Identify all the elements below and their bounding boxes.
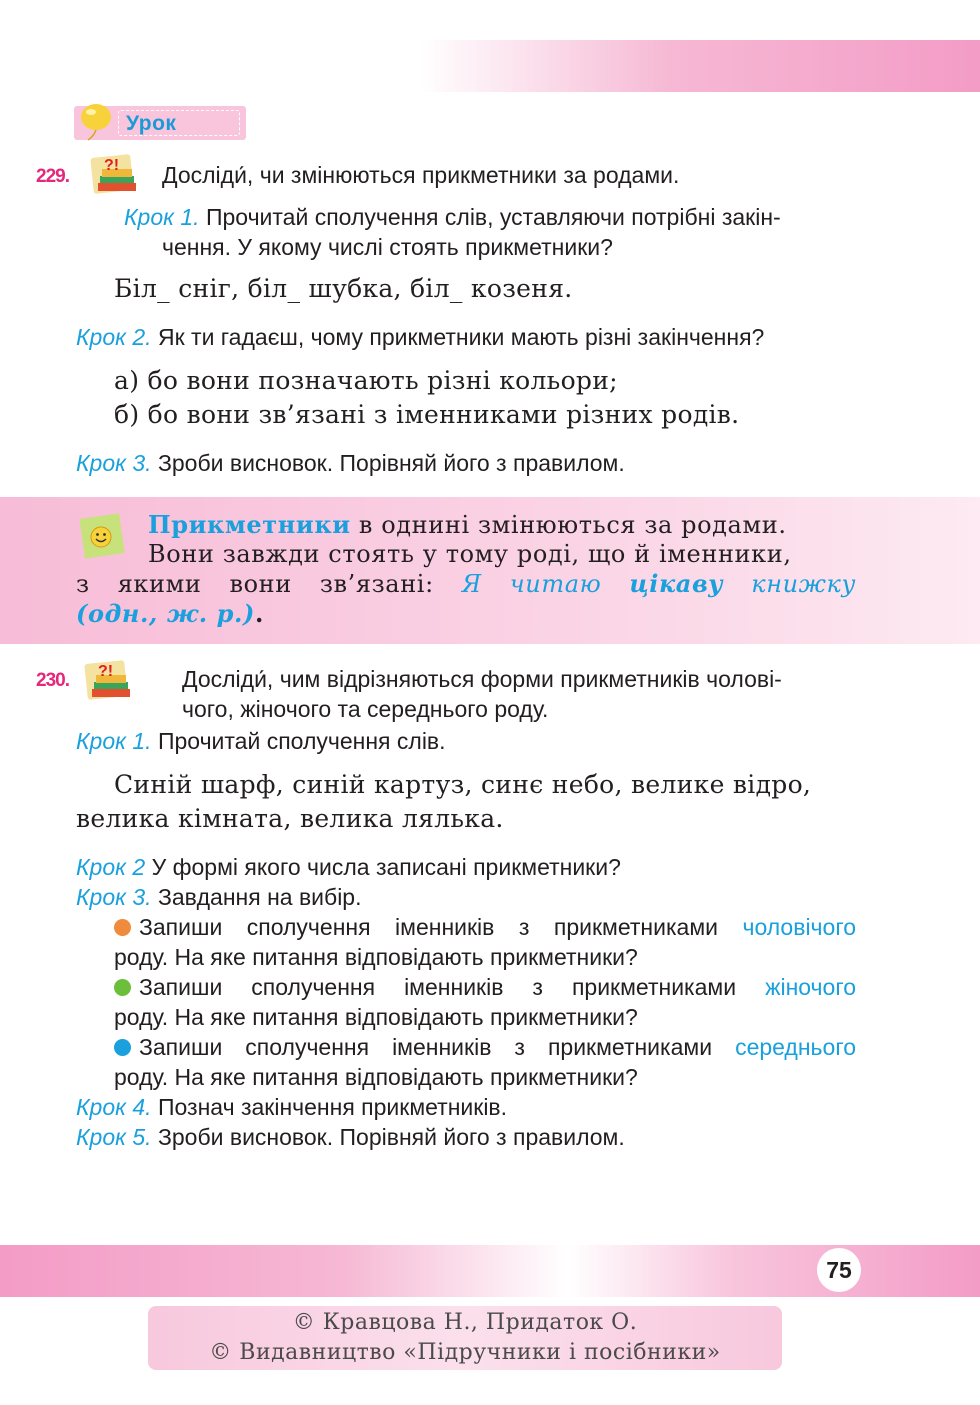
- step-text: Прочитай сполучення слів, уставляючи потрібні закін-: [205, 204, 781, 230]
- blue-dot-icon: [114, 1039, 131, 1056]
- step-label: Крок 5.: [76, 1124, 152, 1150]
- rule-example-a: Я читаю: [461, 570, 602, 598]
- lesson-label: Урок: [126, 112, 177, 135]
- exercise-number-230: 230.: [36, 670, 69, 691]
- step-text: У формі якого числа записані прикметники?: [151, 854, 621, 880]
- rule-example-note: (одн., ж. р.): [76, 599, 255, 628]
- rule-text: [76, 510, 856, 629]
- ex230-step3: [76, 882, 362, 912]
- ex229-option-a: а) бо вони позначають різні кольори;: [114, 366, 618, 395]
- gender-word: середнього: [735, 1034, 857, 1060]
- step-label: Крок 1.: [124, 204, 200, 230]
- orange-dot-icon: [114, 919, 131, 936]
- copyright-box: [148, 1306, 782, 1370]
- ex230-step4: [76, 1092, 507, 1122]
- step-label: Крок 1.: [76, 728, 152, 754]
- step-text: Познач закінчення прикметників.: [157, 1094, 508, 1120]
- step-label: Крок 2.: [76, 324, 152, 350]
- rule-line1: в однині змінюються за родами.: [358, 511, 787, 539]
- books-question-icon: [82, 658, 138, 704]
- ex230-task-line1: Досліди́, чим відрізняються форми прикметників чолові-: [182, 666, 782, 692]
- green-dot-icon: [114, 979, 131, 996]
- ex229-step2: [76, 322, 764, 352]
- svg-text:?!: ?!: [104, 157, 120, 174]
- rule-end: .: [254, 599, 264, 628]
- rule-example-b: цікаву: [629, 569, 724, 598]
- choice-item-line2: роду. На яке питання відповідають прикметники?: [114, 1004, 638, 1030]
- ex230-step1: [76, 726, 446, 756]
- choice-item-line2: роду. На яке питання відповідають прикметники?: [114, 1064, 638, 1090]
- ex229-step1: [124, 202, 864, 232]
- step-label: Крок 3.: [76, 884, 152, 910]
- step-text: Зроби висновок. Порівняй його з правилом.: [157, 450, 625, 476]
- rule-term: Прикметники: [148, 510, 351, 539]
- step-label: Крок 3.: [76, 450, 152, 476]
- choice-item: Запиши сполучення іменників з прикметниками середнього: [114, 1032, 856, 1062]
- rule-line3: з якими вони зв’язані:: [76, 570, 434, 598]
- svg-text:?!: ?!: [98, 663, 114, 680]
- page-number: 75: [817, 1248, 861, 1292]
- rule-example-c: книжку: [751, 570, 856, 598]
- balloon-icon: [76, 98, 120, 142]
- ex229-step1-line2: чення. У якому числі стоять прикметники?: [162, 234, 613, 260]
- step-text: Зроби висновок. Порівняй його з правилом.: [157, 1124, 625, 1150]
- step-label: Крок 2: [76, 854, 146, 880]
- exercise-number-229: 229.: [36, 166, 69, 187]
- ex230-step2: [76, 852, 621, 882]
- ex230-task-line2: чого, жіночого та середнього роду.: [182, 696, 549, 722]
- step-text: Завдання на вибір.: [157, 884, 362, 910]
- copyright-line2: © Видавництво «Підручники і посібники»: [209, 1340, 721, 1365]
- step-text: Як ти гадаєш, чому прикметники мають різні закінчення?: [157, 324, 765, 350]
- header-band: [420, 40, 980, 92]
- ex229-task: Досліди́, чи змінюються прикметники за родами.: [162, 162, 680, 188]
- gender-word: жіночого: [765, 974, 857, 1000]
- books-question-icon: [88, 152, 144, 198]
- ex230-phrase-line1: Синій шарф, синій картуз, синє небо, велике відро,: [114, 770, 812, 799]
- step-text: Прочитай сполучення слів.: [157, 728, 446, 754]
- ex230-step5: [76, 1122, 625, 1152]
- choice-item: Запиши сполучення іменників з прикметниками жіночого: [114, 972, 856, 1002]
- choice-item-line2: роду. На яке питання відповідають прикметники?: [114, 944, 638, 970]
- ex230-phrase-line2: велика кімната, велика лялька.: [76, 804, 504, 833]
- step-label: Крок 4.: [76, 1094, 152, 1120]
- gender-word: чоловічого: [742, 914, 857, 940]
- copyright-line1: © Кравцова Н., Придаток О.: [292, 1310, 638, 1335]
- rule-line2: Вони завжди стоять у тому роді, що й іменники,: [148, 540, 792, 568]
- ex229-phrase: Біл_ сніг, біл_ шубка, біл_ козеня.: [114, 274, 573, 303]
- ex229-option-b: б) бо вони зв’язані з іменниками різних родів.: [114, 400, 740, 429]
- ex229-step3: [76, 448, 625, 478]
- choice-item: Запиши сполучення іменників з прикметниками чоловічого: [114, 912, 856, 942]
